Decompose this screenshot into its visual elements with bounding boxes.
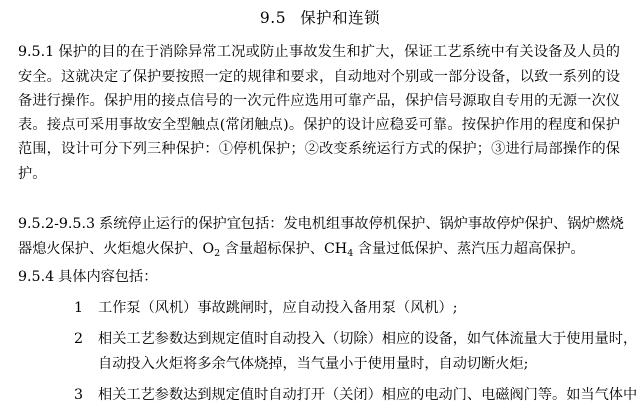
ch4-subscript: 4: [347, 248, 354, 259]
section-title: 保护和连锁: [300, 9, 381, 27]
list-item-1-number: 1: [74, 300, 84, 316]
o2-subscript: 2: [214, 248, 221, 259]
paragraph-952-line-1: 9.5.2-9.5.3 系统停止运行的保护宜包括：发电机组事故停机保护、锅炉事故停炉保护、锅炉燃烧: [18, 216, 624, 232]
paragraph-954: 9.5.4 具体内容包括：: [18, 269, 158, 285]
paragraph-952-line-2: 器熄火保护、火炬熄火保护、$O_2$ 含量超标保护、$CH_4$ 含量过低保护、蒸汽压力超高保护。: [18, 241, 585, 259]
paragraph-951-line-5: 范围，设计可分下列三种保护：①停机保护；②改变系统运行方式的保护；③进行局部操作的保: [18, 141, 620, 157]
list-item-2-line-1: 相关工艺参数达到规定值时自动投入（切除）相应的设备，如气体流量大于使用量时，: [98, 331, 638, 347]
section-number: 9.5: [259, 9, 287, 27]
list-item-2-line-2: 自动投入火炬将多余气体烧掉，当气量小于使用量时，自动切断火炬;: [98, 356, 529, 372]
paragraph-951-line-2: 安全。这就决定了保护要按照一定的规律和要求，自动地对个别或一部分设备，以致一系列的设: [18, 69, 620, 85]
list-item-3-line-1: 相关工艺参数达到规定值时自动打开（关闭）相应的电动门、电磁阀门等。如当气体中: [98, 387, 638, 403]
clause-label-951: 9.5.1: [18, 44, 55, 60]
paragraph-951-line-6: 护。: [18, 166, 47, 182]
list-item-3-number: 3: [74, 387, 84, 403]
list-item-2-number: 2: [74, 331, 84, 347]
paragraph-951-line-3: 备进行操作。保护用的接点信号的一次元件应选用可靠产品，保护信号源取自专用的无源一次仪: [18, 93, 620, 109]
paragraph-951-line-1: 9.5.1 保护的目的在于消除异常工况或防止事故发生和扩大，保证工艺系统中有关设备及人员的: [18, 44, 620, 60]
section-heading: [0, 6, 640, 28]
paragraph-951-line-4: 表。接点可采用事故安全型触点(常闭触点)。保护的设计应稳妥可靠。按保护作用的程度和保护: [18, 117, 620, 133]
clause-label-952: 9.5.2-9.5.3: [18, 216, 95, 232]
list-item-1-line-1: 工作泵（风机）事故跳闸时，应自动投入备用泵（风机）;: [98, 300, 458, 316]
clause-label-954: 9.5.4: [18, 269, 55, 285]
